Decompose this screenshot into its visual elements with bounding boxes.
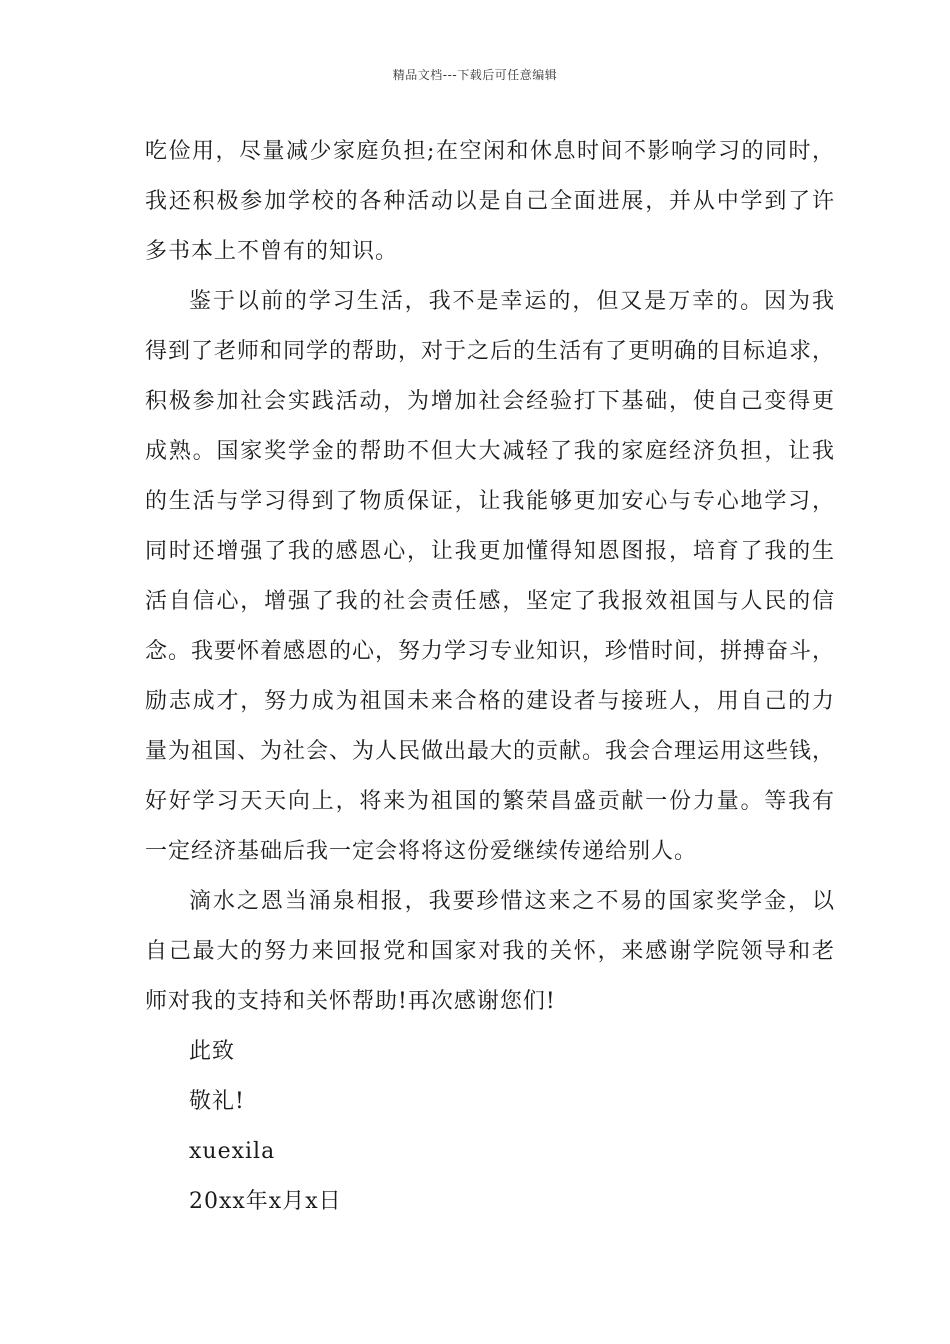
text-line: 活自信心，增强了我的社会责任感，坚定了我报效祖国与人民的信 <box>145 589 835 614</box>
page-header: 精品文档---下载后可任意编辑 <box>392 68 558 82</box>
text-line: 得到了老师和同学的帮助，对于之后的生活有了更明确的目标追求， <box>145 339 836 364</box>
text-line: 积极参加社会实践活动，为增加社会经验打下基础，使自己变得更 <box>145 389 835 414</box>
text-line: 一定经济基础后我一定会将将这份爱继续传递给别人。 <box>145 839 698 864</box>
text-line: 我还积极参加学校的各种活动以是自己全面进展，并从中学到了许 <box>145 189 835 214</box>
text-line: 量为祖国、为社会、为人民做出最大的贡献。我会合理运用这些钱， <box>145 739 836 764</box>
text-line: 成熟。国家奖学金的帮助不但大大减轻了我的家庭经济负担，让我 <box>145 439 835 464</box>
closing-salutation: 此致 <box>189 1039 236 1064</box>
closing-regards: 敬礼! <box>189 1089 245 1114</box>
text-line: 念。我要怀着感恩的心，努力学习专业知识，珍惜时间，拼搏奋斗， <box>145 639 836 664</box>
text-line: 滴水之恩当涌泉相报，我要珍惜这来之不易的国家奖学金，以 <box>189 889 835 914</box>
text-line: 的生活与学习得到了物质保证，让我能够更加安心与专心地学习， <box>145 489 835 514</box>
letter-body <box>145 127 835 1227</box>
text-line: 吃俭用，尽量减少家庭负担;在空闲和休息时间不影响学习的同时， <box>145 139 835 164</box>
text-line: 励志成才，努力成为祖国未来合格的建设者与接班人，用自己的力 <box>145 689 835 714</box>
signature: xuexila <box>189 1139 276 1164</box>
text-line: 自己最大的努力来回报党和国家对我的关怀，来感谢学院领导和老 <box>145 939 835 964</box>
text-line: 多书本上不曾有的知识。 <box>145 239 399 264</box>
letter-date: 20xx年x月x日 <box>189 1189 342 1214</box>
text-line: 鉴于以前的学习生活，我不是幸运的，但又是万幸的。因为我 <box>189 289 835 314</box>
text-line: 同时还增强了我的感恩心，让我更加懂得知恩图报，培育了我的生 <box>145 539 835 564</box>
text-line: 师对我的支持和关怀帮助!再次感谢您们! <box>145 989 556 1014</box>
text-line: 好好学习天天向上，将来为祖国的繁荣昌盛贡献一份力量。等我有 <box>145 789 835 814</box>
